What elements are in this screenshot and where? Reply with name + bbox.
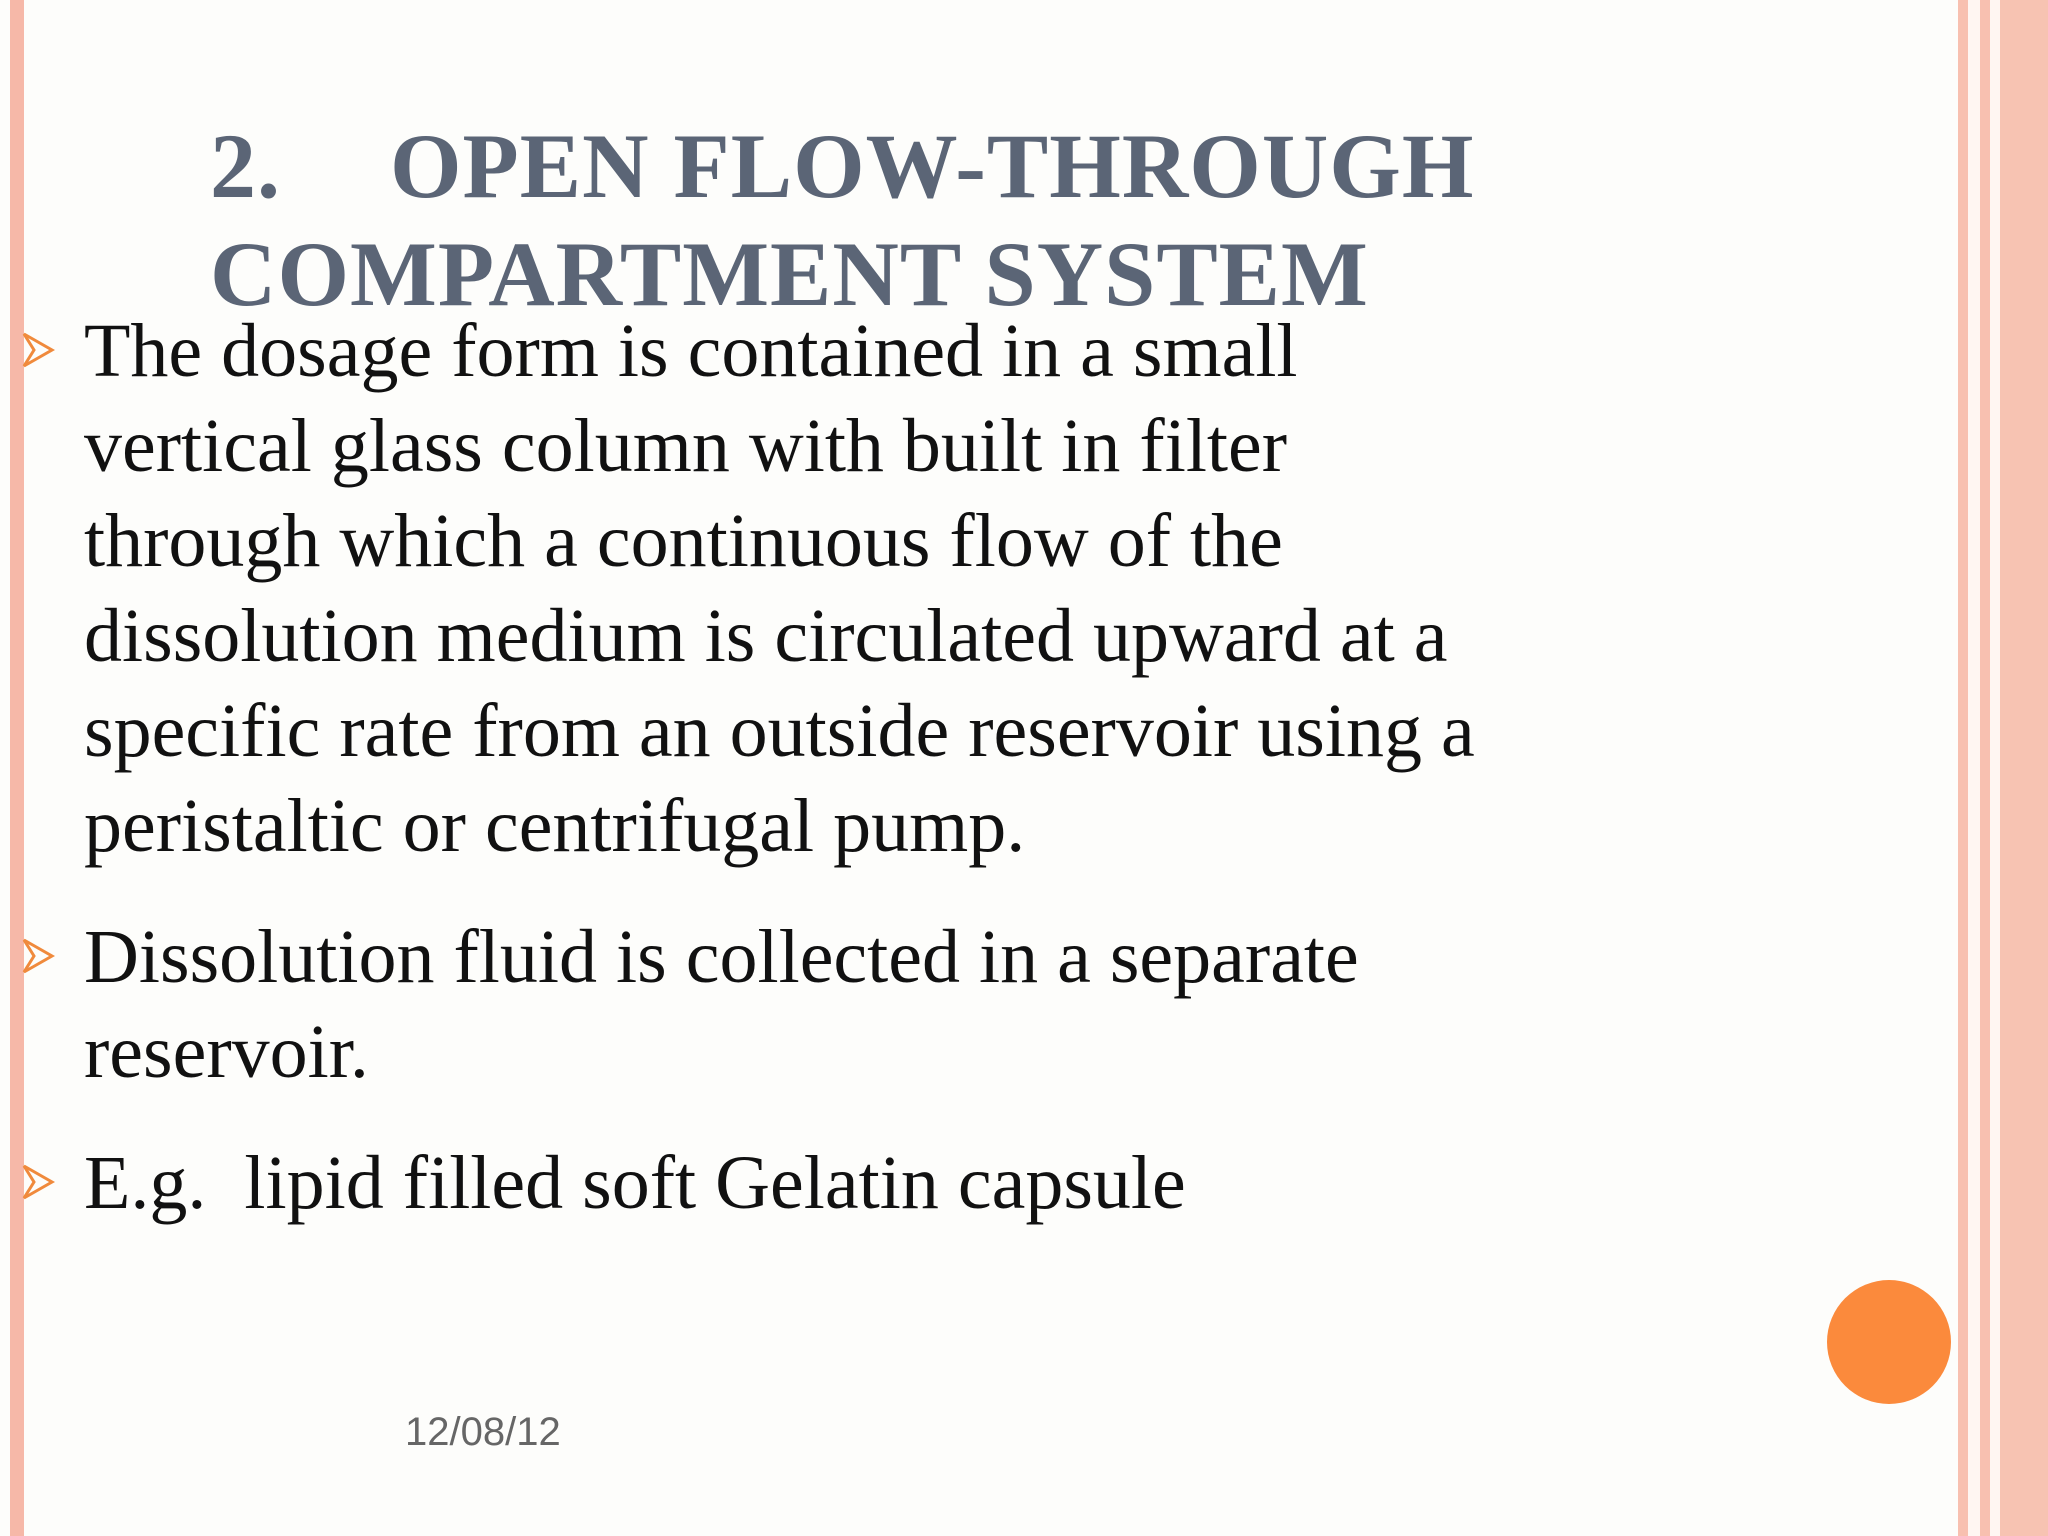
bullet-line: specific rate from an outside reservoir using a <box>84 689 1475 773</box>
bullet-line: vertical glass column with built in filter <box>84 404 1288 488</box>
right-border-gap <box>1968 0 1980 1536</box>
bullet-line: Dissolution fluid is collected in a separate <box>84 915 1359 999</box>
title-line-1 <box>210 112 1910 220</box>
accent-circle <box>1827 1280 1951 1404</box>
right-border-stripe <box>1980 0 1990 1536</box>
slide-title <box>210 112 1910 328</box>
arrow-bullet-icon <box>22 1162 56 1202</box>
bullet-line: reservoir. <box>84 1010 369 1094</box>
right-border-stripe <box>1958 0 1968 1536</box>
right-border-gap <box>1990 0 2000 1536</box>
bullet-line: dissolution medium is circulated upward at a <box>84 594 1448 678</box>
bullet-item <box>20 1136 1800 1231</box>
bullet-line: E.g. lipid filled soft Gelatin capsule <box>84 1141 1186 1225</box>
bullet-line: peristaltic or centrifugal pump. <box>84 784 1026 868</box>
right-border-band <box>2000 0 2048 1536</box>
slide-date: 12/08/12 <box>405 1410 561 1454</box>
bullet-line: through which a continuous flow of the <box>84 499 1283 583</box>
arrow-bullet-icon <box>22 936 56 976</box>
arrow-bullet-icon <box>22 330 56 370</box>
bullet-item <box>20 910 1800 1100</box>
bullet-list <box>20 304 1800 1231</box>
bullet-line: The dosage form is contained in a small <box>84 309 1298 393</box>
bullet-item <box>20 304 1800 874</box>
title-text-line-2: COMPARTMENT SYSTEM <box>210 223 1369 325</box>
title-text-line-1: OPEN FLOW-THROUGH <box>390 115 1475 217</box>
title-number: 2. <box>210 115 281 217</box>
